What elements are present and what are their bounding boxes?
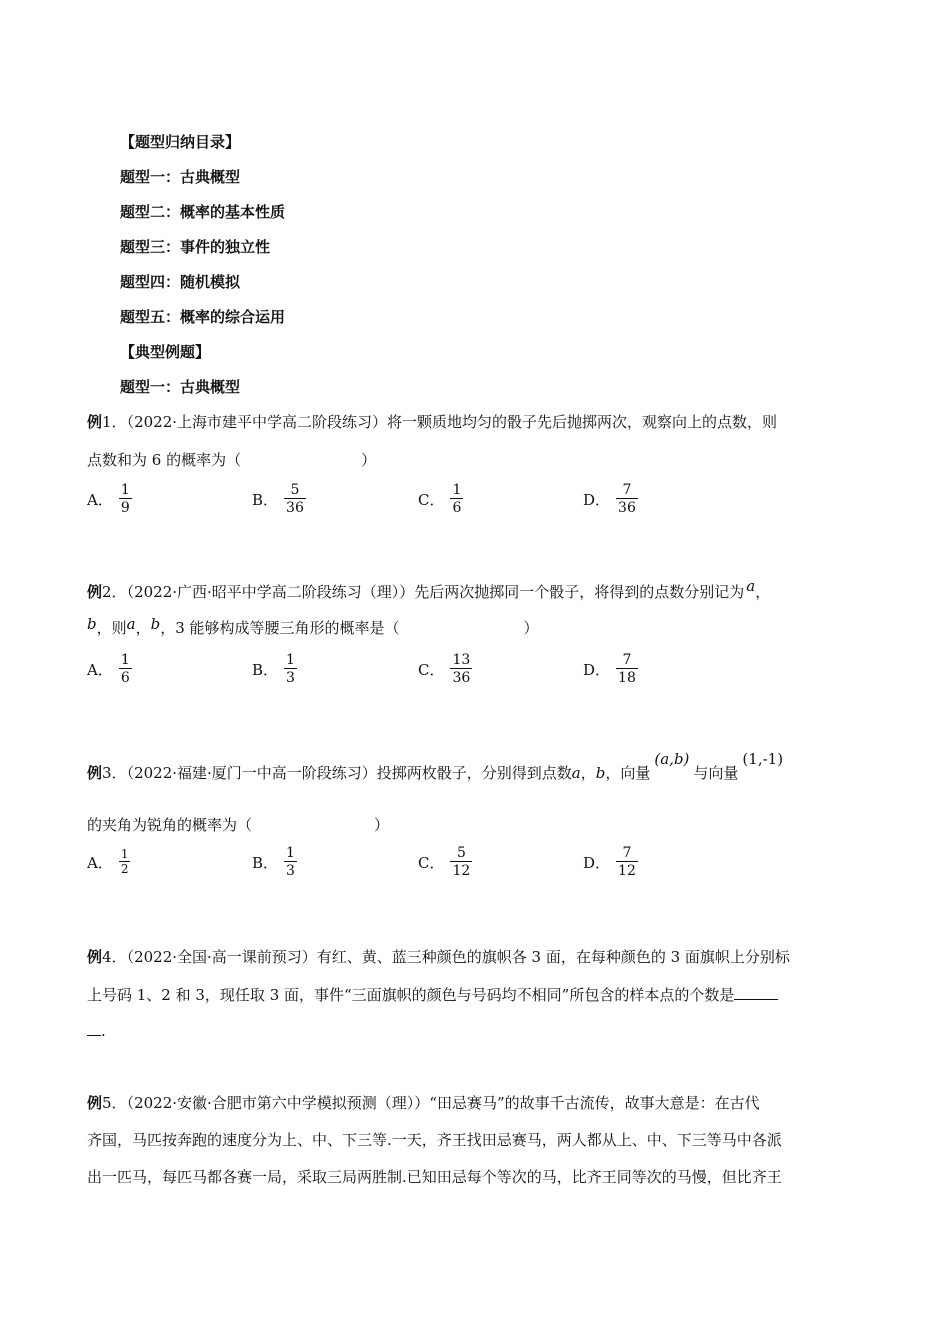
- example-2-line-1: [87, 577, 771, 602]
- example-text: （2022·福建·厦门一中高一阶段练习）投掷两枚骰子，分别得到点数: [126, 764, 572, 782]
- toc-item: 题型五：概率的综合运用: [120, 308, 286, 326]
- example-5-line-1: [87, 1092, 760, 1113]
- option-c[interactable]: [418, 652, 472, 686]
- option-label: A．: [87, 853, 113, 872]
- example-text: 的夹角为锐角的概率为（: [87, 816, 253, 834]
- example-text: （2022·安徽·合肥市第六中学模拟预测（理））“田忌赛马”的故事千古流传，故事大意是：在古代: [126, 1094, 760, 1112]
- option-label: B．: [252, 853, 279, 872]
- example-text: （2022·广西·昭平中学高二阶段练习（理））先后两次抛掷同一个骰子，将得到的点数分别记为: [126, 583, 745, 601]
- example-label: 例: [87, 413, 103, 431]
- vector-ab: (a,b): [654, 750, 690, 768]
- example-number: 4．: [102, 948, 127, 966]
- example-5-line-2: [87, 1129, 782, 1150]
- toc-item: 题型三：事件的独立性: [120, 238, 271, 256]
- option-label: C．: [418, 660, 445, 679]
- answer-blank[interactable]: [734, 985, 778, 1000]
- toc-header: 【题型归纳目录】: [120, 133, 241, 151]
- example-number: 5．: [102, 1094, 127, 1112]
- close-paren: ）: [523, 619, 539, 637]
- option-b[interactable]: [252, 652, 297, 686]
- fraction: $\frac{13}{36}$: [452, 652, 471, 686]
- option-d[interactable]: [583, 482, 638, 516]
- example-2-line-2: b，则a，b，3 能够构成等腰三角形的概率是（ ）: [87, 615, 539, 637]
- toc-item: 题型二：概率的基本性质: [120, 203, 286, 221]
- option-b[interactable]: [252, 845, 297, 879]
- example-text: 上号码 1、2 和 3，现任取 3 面，事件“三面旗帜的颜色与号码均不相同”所包含的样本点的个数是: [87, 986, 735, 1004]
- fraction: $\frac{1}{6}$: [120, 652, 130, 686]
- var-b: b: [87, 615, 97, 633]
- option-d[interactable]: [583, 652, 638, 686]
- toc-item: 题型四：随机模拟: [120, 273, 241, 291]
- example-number: 2．: [102, 583, 127, 601]
- example-text: 出一匹马，每匹马都各赛一局，采取三局两胜制.已知田忌每个等次的马，比齐王同等次的马慢，但比齐王: [87, 1168, 782, 1186]
- example-text: 点数和为 6 的概率为（: [87, 451, 242, 469]
- option-a[interactable]: [87, 482, 132, 516]
- example-number: 1．: [102, 413, 127, 431]
- example-label: 例: [87, 1094, 103, 1112]
- example-label: 例: [87, 948, 103, 966]
- var-b: b: [150, 615, 161, 633]
- example-text: （2022·全国·高一课前预习）有红、黄、蓝三种颜色的旗帜各 3 面，在每种颜色的 3 面旗帜上分别标: [126, 948, 790, 966]
- var-a: a: [126, 615, 136, 633]
- example-label: 例: [87, 583, 103, 601]
- option-label: A．: [87, 660, 113, 679]
- examples-header: 【典型例题】: [120, 343, 211, 361]
- fraction: $\frac{7}{12}$: [618, 845, 636, 879]
- section-title: 题型一：古典概型: [120, 378, 241, 396]
- example-4-line-3: .: [87, 1021, 106, 1040]
- example-1-line-2: [87, 449, 376, 470]
- fraction: $\frac{1}{6}$: [452, 482, 462, 516]
- example-1-line-1: [87, 411, 777, 432]
- example-4-line-2: [87, 984, 778, 1005]
- var-a: a: [571, 764, 581, 782]
- toc-item: 题型一：古典概型: [120, 168, 241, 186]
- fraction: $\frac{1}{9}$: [120, 482, 130, 516]
- option-label: D．: [583, 853, 611, 872]
- example-4-line-1: [87, 946, 790, 967]
- example-label: 例: [87, 764, 103, 782]
- option-label: D．: [583, 660, 611, 679]
- vector-1-neg1: (1,‑1): [742, 750, 784, 768]
- option-b[interactable]: [252, 482, 306, 516]
- fraction: $\frac{7}{18}$: [618, 652, 636, 686]
- example-number: 3．: [102, 764, 127, 782]
- fraction: $\frac{1}{3}$: [286, 845, 295, 879]
- option-a[interactable]: [87, 848, 130, 876]
- option-label: D．: [583, 490, 611, 509]
- option-label: B．: [252, 660, 279, 679]
- option-a[interactable]: [87, 652, 132, 686]
- fraction: $\frac{1}{2}$: [120, 847, 129, 876]
- close-paren: ）: [374, 816, 390, 834]
- option-c[interactable]: [418, 482, 463, 516]
- option-c[interactable]: [418, 845, 472, 879]
- fraction: $\frac{7}{36}$: [618, 482, 636, 516]
- var-b: b: [595, 764, 606, 782]
- example-3-line-1: 例3．（2022·福建·厦门一中高一阶段练习）投掷两枚骰子，分别得到点数a，b，向量(a,b)与向量(1,‑1): [87, 750, 784, 782]
- option-label: B．: [252, 490, 279, 509]
- option-label: C．: [418, 490, 445, 509]
- option-label: A．: [87, 490, 113, 509]
- fraction: $\frac{5}{36}$: [286, 482, 304, 516]
- fraction: $\frac{5}{12}$: [452, 845, 471, 879]
- example-5-line-3: [87, 1166, 782, 1187]
- answer-blank[interactable]: [87, 1021, 101, 1036]
- example-text: 齐国，马匹按奔跑的速度分为上、中、下三等.一天，齐王找田忌赛马，两人都从上、中、下三等马中各派: [87, 1131, 782, 1149]
- option-label: C．: [418, 853, 445, 872]
- example-3-line-2: [87, 814, 389, 835]
- var-a: a: [746, 577, 756, 595]
- fraction: $\frac{1}{3}$: [286, 652, 295, 686]
- option-d[interactable]: [583, 845, 638, 879]
- example-text: （2022·上海市建平中学高二阶段练习）将一颗质地均匀的骰子先后抛掷两次，观察向上的点数，则: [126, 413, 778, 431]
- comma: ，: [755, 583, 771, 601]
- close-paren: ）: [361, 451, 377, 469]
